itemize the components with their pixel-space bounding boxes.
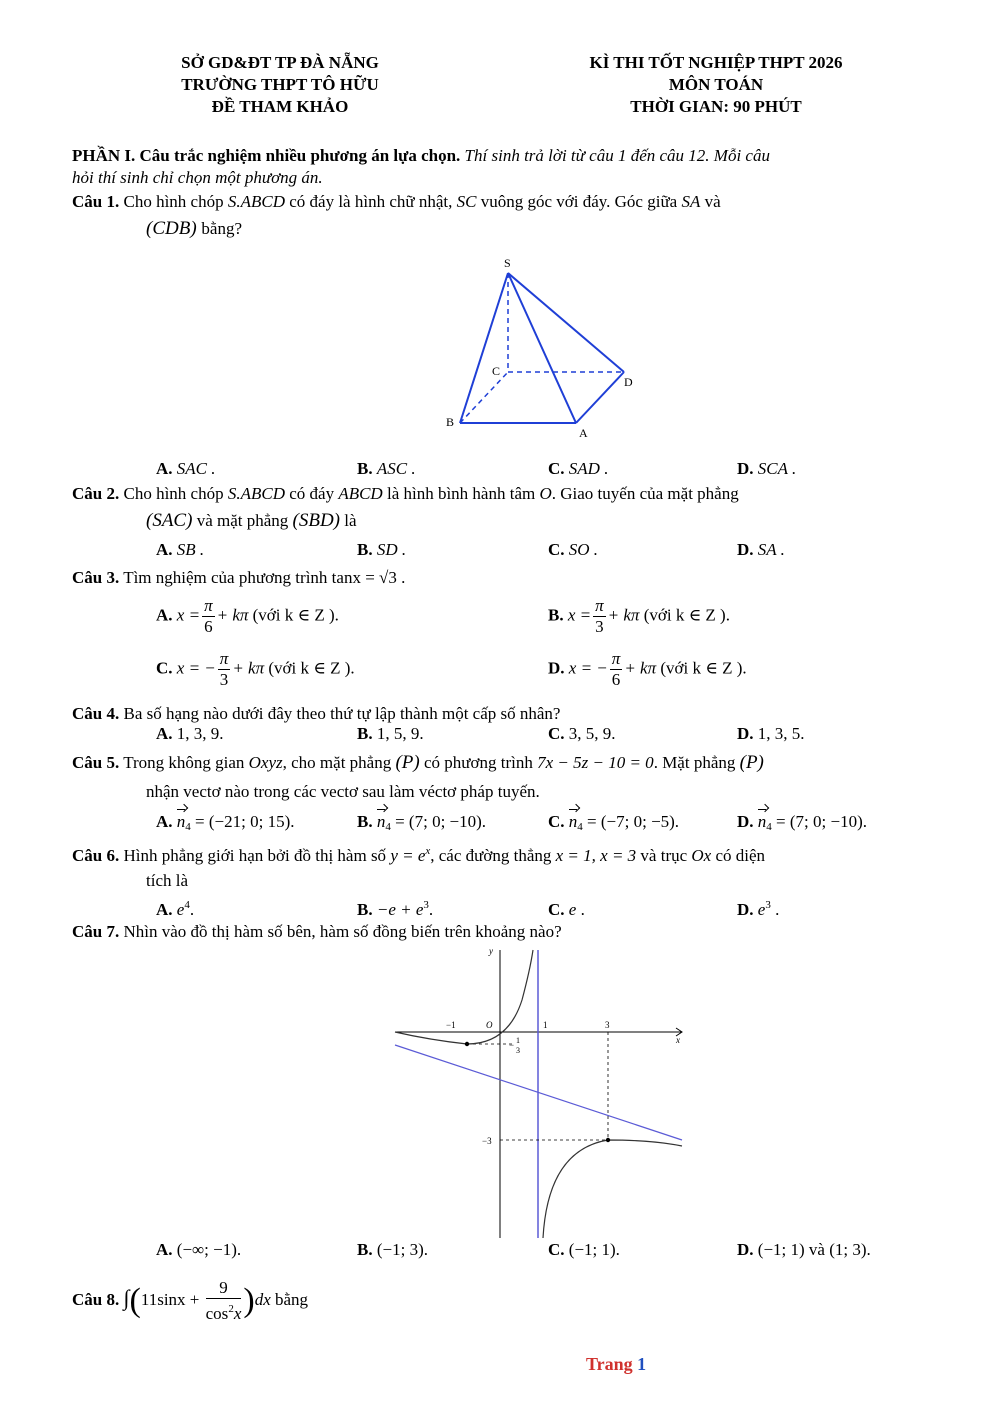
q6-option-a[interactable]: A. $e^4$.: [156, 899, 195, 919]
pyramid-lines: [460, 273, 624, 423]
local-max-point: [606, 1138, 610, 1142]
q2-option-b[interactable]: B. SD .: [357, 540, 407, 559]
q1-line2: [146, 218, 242, 240]
vertex-a-label: A: [579, 426, 588, 440]
x-axis-label: x: [676, 1035, 680, 1045]
q1-text-b: có đáy là hình chữ nhật,: [289, 192, 453, 211]
page-number: [586, 1354, 646, 1375]
q2-option-d[interactable]: D. SA .: [737, 540, 785, 559]
q5-label: Câu 5.: [72, 753, 120, 772]
local-min-point: [465, 1042, 469, 1046]
q3-option-a[interactable]: A. x = $\frac{\pi}{6}$ + kπ (với k ∈ Z ).: [156, 596, 339, 636]
q1-plane: (CDB): [146, 218, 197, 239]
q7-line1: Câu 7. Nhìn vào đồ thị hàm số bên, hàm số đồng biến trên khoảng nào?: [72, 922, 562, 941]
q1-line1: [72, 192, 721, 212]
vertex-c-label: C: [492, 364, 501, 378]
tick-third-den: 3: [516, 1046, 520, 1055]
q6-line2: tích là: [146, 871, 189, 890]
q1-text-a: Cho hình chóp: [123, 192, 224, 211]
tick-minus-3: −3: [482, 1136, 492, 1146]
edge-sa: [508, 273, 576, 423]
header-time: THỜI GIAN: 90 PHÚT: [630, 97, 802, 116]
q4-line1: Câu 4. Ba số hạng nào dưới đây theo thứ tự lập thành một cấp số nhân?: [72, 704, 561, 723]
q4-option-b[interactable]: B. 1, 5, 9.: [357, 724, 424, 743]
q1-tail: bằng?: [201, 219, 242, 238]
q3-option-b[interactable]: B. x = $\frac{\pi}{3}$ + kπ (với k ∈ Z ).: [548, 596, 730, 636]
header-left: [100, 52, 460, 118]
q1-option-d[interactable]: D. SCA .: [737, 459, 797, 478]
q2-line1: Câu 2. Cho hình chóp S.ABCD có đáy ABCD là hình bình hành tâm O. Giao tuyến của mặt phẳng: [72, 484, 739, 503]
q6-label: Câu 6.: [72, 846, 120, 865]
header-exam-name: KÌ THI TỐT NGHIỆP THPT 2026: [589, 53, 843, 72]
q1-option-b[interactable]: B. ASC .: [357, 459, 416, 478]
vertex-d-label: D: [624, 375, 633, 389]
origin-label: O: [486, 1020, 493, 1030]
header-department: SỞ GD&ĐT TP ĐÀ NẴNG: [181, 53, 379, 72]
pyramid-figure: [430, 248, 660, 448]
vertex-b-label: B: [446, 415, 455, 429]
q1-option-a[interactable]: A. SAC .: [156, 459, 216, 478]
q5-option-a[interactable]: A. $n_4 = (-21$; 0; 15).: [156, 812, 295, 833]
header-subject: MÔN TOÁN: [668, 75, 764, 94]
tick-third-num: 1: [516, 1036, 520, 1045]
header-exam-type: ĐỀ THAM KHẢO: [211, 97, 349, 116]
q6-option-b[interactable]: B. $-e + e^3$.: [357, 899, 434, 919]
q5-line2: nhận vectơ nào trong các vectơ sau làm véctơ pháp tuyến.: [146, 782, 540, 801]
q4-option-a[interactable]: A. 1, 3, 9.: [156, 724, 224, 743]
q1-sabcd: S.ABCD: [227, 192, 285, 211]
q5-option-d[interactable]: D. $n_4 = (7$; 0; −10).: [737, 812, 867, 833]
q1-sc: SC: [456, 192, 477, 211]
header-school: TRƯỜNG THPT TÔ HỮU: [181, 75, 379, 94]
y-axis-label: y: [489, 946, 493, 956]
header-right: [536, 52, 896, 118]
q7-option-b[interactable]: B. (−1; 3).: [357, 1240, 428, 1259]
q7-option-a[interactable]: A. (−∞; −1).: [156, 1240, 242, 1259]
q3-option-c[interactable]: C. x = − $\frac{\pi}{3}$ + kπ (với k ∈ Z ).: [156, 649, 355, 689]
q5-line1: Câu 5. Trong không gian Oxyz, cho mặt phẳng (P) có phương trình 7x − 5z − 10 = 0. Mặt phẳng (P): [72, 752, 764, 773]
q2-option-a[interactable]: A. SB .: [156, 540, 205, 559]
section-instruction-1: Thí sinh trả lời từ câu 1 đến câu 12. Mỗi câu: [464, 146, 770, 165]
q1-sa: SA: [681, 192, 701, 211]
edge-sd: [508, 273, 624, 372]
q1-and: và: [704, 192, 721, 211]
tick-1: 1: [543, 1020, 548, 1030]
q2-option-c[interactable]: C. SO .: [548, 540, 599, 559]
graph-lines: [395, 950, 682, 1238]
q7-option-d[interactable]: D. (−1; 1) và (1; 3).: [737, 1240, 871, 1259]
q4-option-d[interactable]: D. 1, 3, 5.: [737, 724, 805, 743]
q3-equation: tanx = √3 .: [331, 568, 406, 587]
function-graph: [390, 940, 690, 1240]
left-branch-curve: [395, 950, 533, 1044]
tick-minus-1: −1: [446, 1020, 456, 1030]
tick-minus-third-sign: −: [509, 1040, 515, 1050]
q2-label: Câu 2.: [72, 484, 120, 503]
section-heading: [72, 146, 770, 166]
page-word: Trang: [586, 1354, 633, 1374]
edge-ad: [576, 372, 624, 423]
vertex-s-label: S: [504, 256, 511, 270]
section-instruction-2: hỏi thí sinh chỉ chọn một phương án.: [72, 168, 323, 187]
q5-option-c[interactable]: C. $n_4 = (-7$; 0; −5).: [548, 812, 680, 833]
q7-option-c[interactable]: C. (−1; 1).: [548, 1240, 620, 1259]
right-branch-curve: [543, 1140, 682, 1238]
q6-option-c[interactable]: C. e .: [548, 900, 585, 919]
q5-option-b[interactable]: B. $n_4 = (7$; 0; −10).: [357, 812, 487, 833]
q4-label: Câu 4.: [72, 704, 120, 723]
q1-label: Câu 1.: [72, 192, 120, 211]
q4-option-c[interactable]: C. 3, 5, 9.: [548, 724, 616, 743]
q6-option-d[interactable]: D. $e^3$ .: [737, 899, 780, 919]
edge-sb: [460, 273, 508, 423]
q3-line1: Câu 3. Tìm nghiệm của phương trình tanx = √3 .: [72, 568, 406, 587]
q3-label: Câu 3.: [72, 568, 120, 587]
q7-label: Câu 7.: [72, 922, 120, 941]
q8-label: Câu 8.: [72, 1289, 120, 1309]
integral-sign: ∫: [123, 1284, 130, 1310]
q3-option-d[interactable]: D. x = − $\frac{\pi}{6}$ + kπ (với k ∈ Z ).: [548, 649, 747, 689]
tick-3: 3: [605, 1020, 610, 1030]
q8-line1: Câu 8. ∫(11sinx + $\frac{9}{\cos^2x}$ )dx bằng: [72, 1278, 309, 1323]
q6-line1: Câu 6. Hình phẳng giới hạn bởi đồ thị hàm số $y = e^x$, các đường thẳng x = 1, x = 3 và trục Ox có diện: [72, 845, 766, 865]
q1-option-c[interactable]: C. SAD .: [548, 459, 609, 478]
page-digit: 1: [637, 1354, 647, 1374]
section-title: PHẦN I. Câu trắc nghiệm nhiều phương án lựa chọn.: [72, 146, 461, 165]
q2-line2: (SAC) và mặt phẳng (SBD) là: [146, 510, 357, 531]
q1-text-c: vuông góc với đáy. Góc giữa: [480, 192, 678, 211]
